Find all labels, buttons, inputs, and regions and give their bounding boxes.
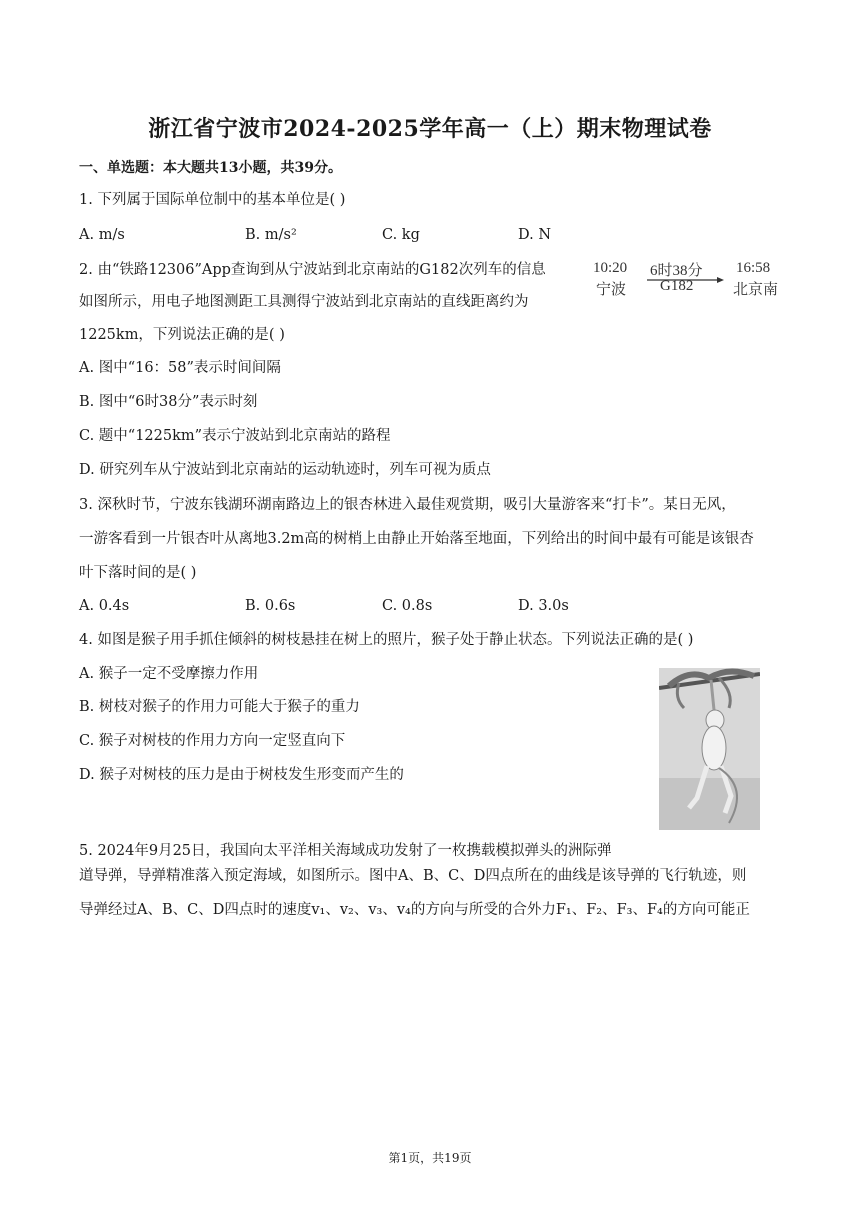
q4-option-a: A. 猴子一定不受摩擦力作用 (79, 666, 259, 682)
page-title: 浙江省宁波市2024-2025学年高一（上）期末物理试卷 (148, 116, 712, 142)
q3-option-a: A. 0.4s (79, 598, 130, 614)
train-number: G182 (660, 278, 694, 294)
q1-option-d: D. N (518, 227, 552, 243)
depart-station: 宁波 (596, 282, 627, 298)
arrive-station: 北京南 (733, 282, 779, 298)
question-3-line-1: 3. 深秋时节，宁波东钱湖环湖南路边上的银杏林进入最佳观赏期，吸引大量游客来“打卡”。某日无风， (79, 497, 736, 513)
q1-option-a: A. m/s (79, 227, 125, 243)
q1-option-c: C. kg (382, 227, 420, 243)
section-heading: 一、单选题：本大题共13小题，共39分。 (79, 160, 342, 176)
question-4-stem: 4. 如图是猴子用手抓住倾斜的树枝悬挂在树上的照片，猴子处于静止状态。下列说法正确的是( ) (79, 632, 694, 648)
page-footer: 第1页，共19页 (388, 1151, 472, 1165)
q2-option-d: D. 研究列车从宁波站到北京南站的运动轨迹时，列车可视为质点 (79, 462, 491, 478)
question-2-line-2: 如图所示，用电子地图测距工具测得宁波站到北京南站的直线距离约为 (79, 294, 529, 310)
question-2-line-1: 2. 由“铁路12306”App查询到从宁波站到北京南站的G182次列车的信息 (79, 262, 546, 278)
question-3-line-2: 一游客看到一片银杏叶从离地3.2m高的树梢上由静止开始落至地面，下列给出的时间中最有可能是该银杏 (79, 531, 754, 547)
depart-time: 10:20 (593, 260, 628, 276)
q3-option-b: B. 0.6s (245, 598, 296, 614)
arrive-time: 16:58 (736, 260, 771, 276)
monkey-photo-illustration (659, 668, 760, 830)
question-3-line-3: 叶下落时间的是( ) (79, 565, 197, 581)
q3-option-c: C. 0.8s (382, 598, 433, 614)
q3-option-d: D. 3.0s (518, 598, 569, 614)
question-5-line-1: 5. 2024年9月25日，我国向太平洋相关海域成功发射了一枚携载模拟弹头的洲际弹 (79, 843, 612, 859)
q1-option-b: B. m/s² (245, 227, 297, 243)
question-5-line-2: 道导弹，导弹精准落入预定海域，如图所示。图中A、B、C、D四点所在的曲线是该导弹的飞行轨迹，则 (79, 868, 747, 884)
q2-option-b: B. 图中“6时38分”表示时刻 (79, 394, 258, 410)
monkey-photo (659, 668, 760, 830)
q2-option-c: C. 题中“1225km”表示宁波站到北京南站的路程 (79, 428, 391, 444)
q4-option-d: D. 猴子对树枝的压力是由于树枝发生形变而产生的 (79, 767, 404, 783)
question-5-line-3: 导弹经过A、B、C、D四点时的速度v₁、v₂、v₃、v₄的方向与所受的合外力F₁、F₂、F₃、F₄的方向可能正 (79, 902, 750, 918)
question-2-line-3: 1225km，下列说法正确的是( ) (79, 327, 285, 343)
q4-option-c: C. 猴子对树枝的作用力方向一定竖直向下 (79, 733, 346, 749)
train-info-figure (590, 258, 790, 300)
q4-option-b: B. 树枝对猴子的作用力可能大于猴子的重力 (79, 699, 360, 715)
travel-duration: 6时38分 (650, 263, 703, 279)
question-1-stem: 1. 下列属于国际单位制中的基本单位是( ) (79, 192, 346, 208)
q2-option-a: A. 图中“16：58”表示时间间隔 (79, 360, 281, 376)
